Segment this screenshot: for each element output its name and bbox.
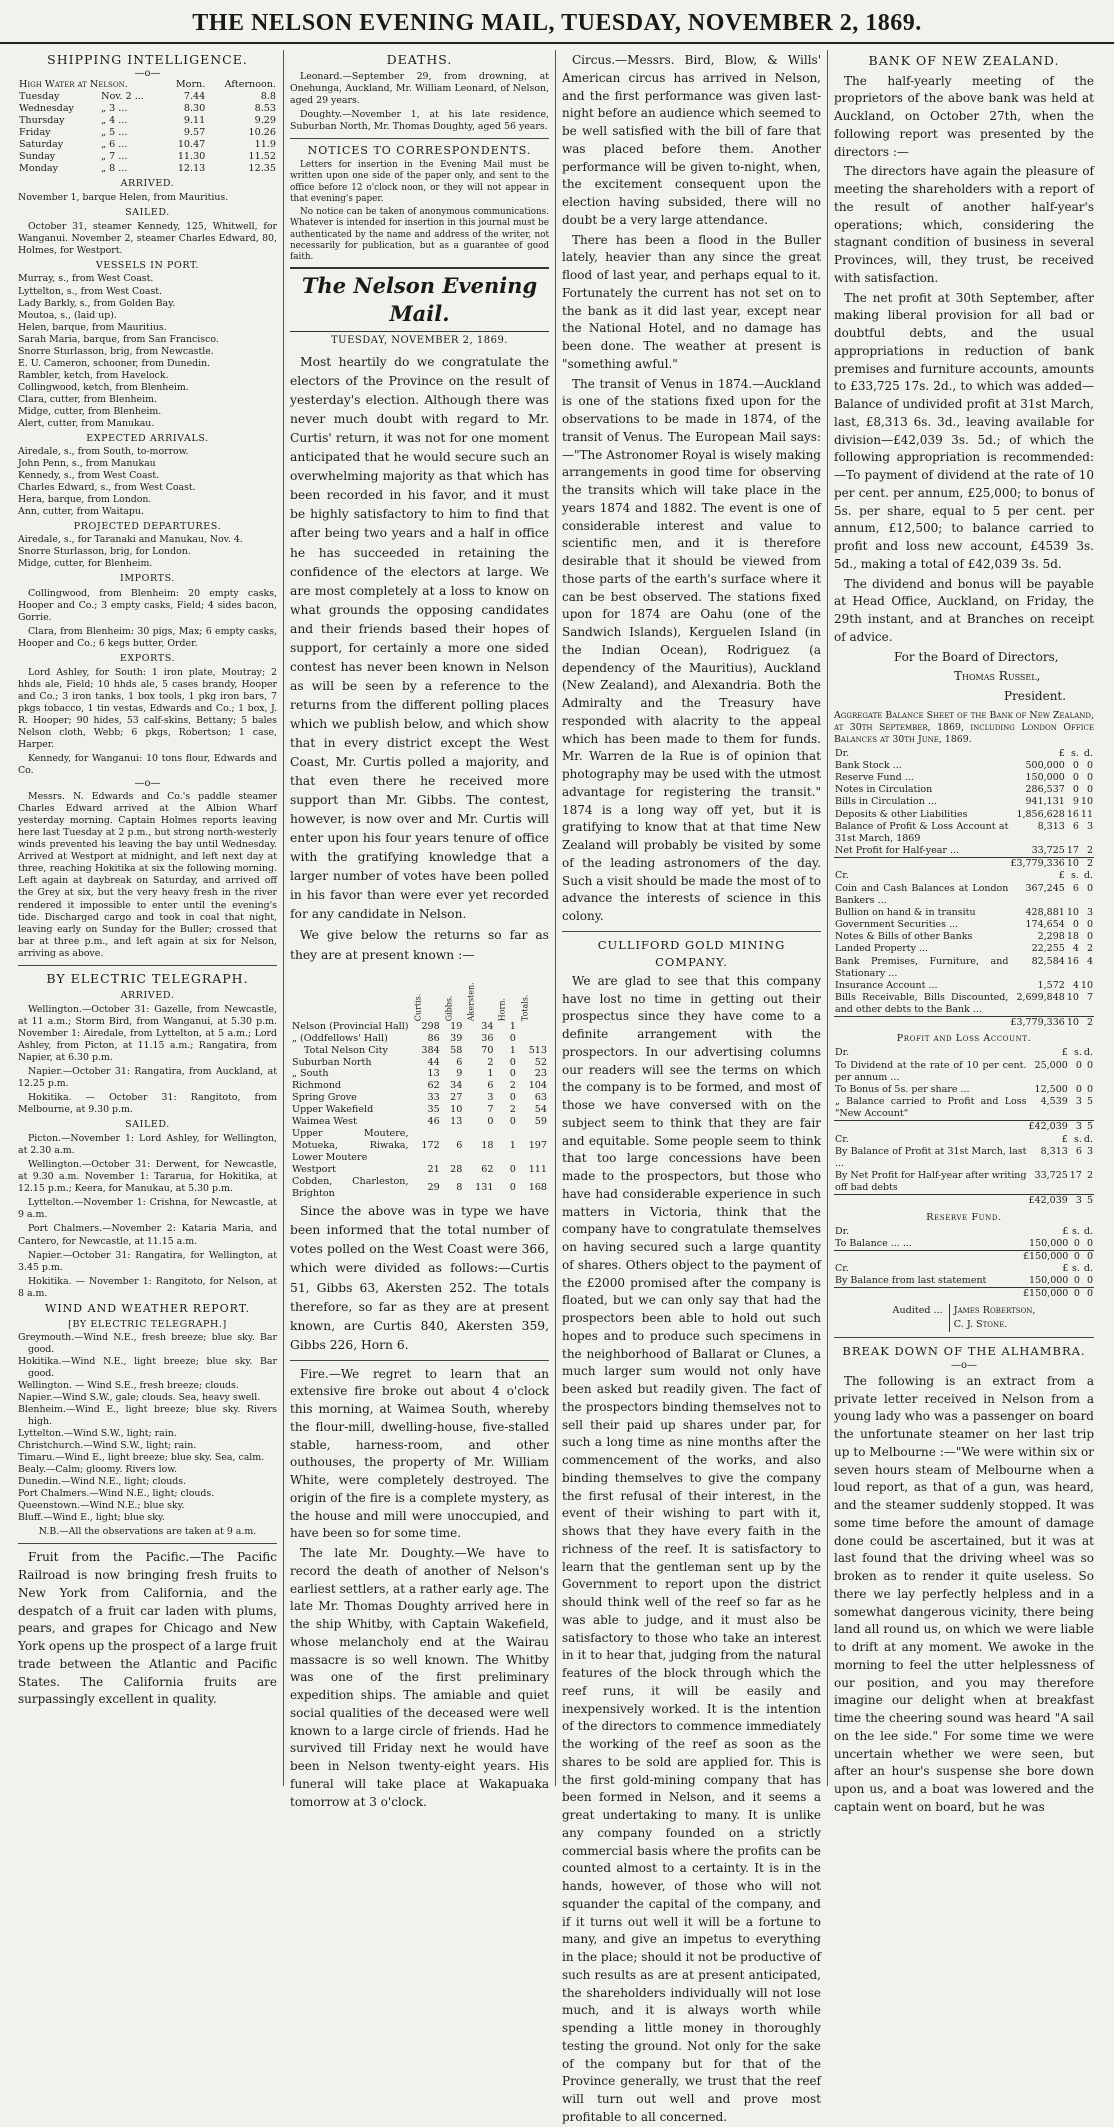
table-row: Suburban North 44 6 2 0 52 bbox=[292, 1056, 547, 1068]
list-item: Clara, from Blenheim: 30 pigs, Max; 6 empty casks, Hooper and Co.; 6 kegs butter, Order. bbox=[18, 625, 277, 649]
table-row: Government Securities ... 174,654 0 0 bbox=[835, 919, 1093, 931]
fruit-article: Fruit from the Pacific.—The Pacific Railroad is now bringing fresh fruits to New York from California, and the despatch of a fruit car laden with plums, pears, and grapes for Chicago and New York opens up the prospect of a large fruit trade between the Atlantic and Pacific States. The California fruits are surpassingly excellent in quality. bbox=[18, 1550, 277, 1707]
sailed-text: October 31, steamer Kennedy, 125, Whitwell, for Wanganui. November 2, steamer Charles Edward, 80, Holmes, for Westport. bbox=[18, 221, 277, 257]
tide-header: High Water at Nelson. bbox=[19, 79, 128, 90]
weather-subheading: [BY ELECTRIC TELEGRAPH.] bbox=[68, 1318, 227, 1330]
column-header: Totals. bbox=[520, 994, 530, 1022]
table-row: To Dividend at the rate of 10 per cent. per annum ... 25,000 0 0 bbox=[835, 1059, 1093, 1083]
list-item: Christchurch.—Wind S.W., light; rain. bbox=[18, 1440, 197, 1452]
telegraph-heading: BY ELECTRIC TELEGRAPH. bbox=[46, 970, 249, 986]
table-row: Total Nelson City 384 58 70 1 513 bbox=[304, 1044, 547, 1056]
list-item: Port Chalmers.—Wind N.E., light; clouds. bbox=[18, 1488, 215, 1500]
table-row: Bills Receivable, Bills Discounted, and other debts to the Bank ... 2,699,848 10 7 bbox=[835, 991, 1093, 1016]
signature-title: President. bbox=[1004, 689, 1067, 703]
arrived-text: November 1, barque Helen, from Mauritius. bbox=[18, 192, 229, 204]
list-item: Napier.—October 31: Rangatira, for Wellington, at 3.45 p.m. bbox=[18, 1249, 277, 1273]
table-row: „ South 13 9 1 0 23 bbox=[292, 1068, 547, 1080]
column-3 bbox=[556, 50, 828, 2124]
reserve-fund-table: Dr. £ s. d. To Balance ... ... 150,000 0 0 £150,000 0 0 Cr. £ s. d. By Balance from last statement 150,000 0 0 £150,000 0 0 bbox=[835, 1225, 1093, 1300]
circus-article: Circus.—Messrs. Bird, Blow, & Wills' American circus has arrived in Nelson, and the first performance was given last-night before an audience which seemed to be well satisfied with the bill of fare that was placed before them. Another performance will be given to-night, when, the excitement consequent upon the election having subsided, there will no doubt be a very large attendance. bbox=[562, 53, 821, 227]
table-row: Tuesday Nov. 2 ... 7.44 8.8 bbox=[19, 90, 276, 102]
column-header: Horn. bbox=[498, 997, 508, 1022]
bank-heading: BANK OF NEW ZEALAND. bbox=[868, 53, 1060, 68]
vessels-heading: VESSELS IN PORT. bbox=[95, 260, 200, 272]
divider bbox=[18, 1543, 277, 1544]
alhambra-article: The following is an extract from a private letter received in Nelson from a young lady who was a passenger on board the unfortunate steamer on her last trip up to Melbourne :—"We were within six or seven hours steam of Melbourne when a loud report, as that of a gun, was heard, and the steamer suddenly stopped. It was some time before the amount of damage done could be ascertained, but it was at last found that the driving wheel was so broken as to render it quite useless. So there we lay perfectly helpless and in a somewhat dangerous vicinity, there being land all round us, on which we were liable to drift at any moment. We awoke in the morning to feel the utter helplessness of our position, and you may therefore imagine our delight when at breakfast time the cheering sound was heard "A sail on the lee side." For some time we were uncertain whether we were seen, but after an hour's suspense she bore down upon us, and a boat was lowered and the captain went on board, but he was bbox=[834, 1373, 1094, 1814]
table-row: Bullion on hand & in transitu 428,881 10 3 bbox=[835, 906, 1093, 918]
table-row: Sunday „ 7 ... 11.30 11.52 bbox=[19, 150, 276, 162]
table-row: Notes in Circulation 286,537 0 0 bbox=[835, 784, 1093, 796]
table-row: Richmond 62 34 6 2 104 bbox=[292, 1080, 547, 1092]
weather-heading: WIND AND WEATHER REPORT. bbox=[45, 1301, 250, 1315]
list-item: Wellington.—October 31: Gazelle, from Newcastle, at 11 a.m.; Storm Bird, from Wanganui, at 5.30 p.m. November 1: Airedale, from Lyttelton, at 5 a.m.; Lord Ashley, from Picton, at 11.15 a.m.; Rangatira, from Napier, at 6.30 p.m. bbox=[18, 1003, 277, 1063]
editorial-text: We give below the returns so far as they are at present known :— bbox=[290, 928, 549, 962]
deaths-heading: DEATHS. bbox=[386, 52, 453, 67]
table-row: Waimea West 46 13 0 0 59 bbox=[292, 1116, 547, 1128]
table-row: Friday „ 5 ... 9.57 10.26 bbox=[19, 126, 276, 138]
list-item: Snorre Sturlasson, brig, from Newcastle. bbox=[18, 345, 214, 357]
table-row: Notes & Bills of other Banks 2,298 18 0 bbox=[835, 931, 1093, 943]
list-item: Timaru.—Wind E., light breeze; blue sky. Sea, calm. bbox=[18, 1452, 265, 1464]
dateline: TUESDAY, NOVEMBER 2, 1869. bbox=[331, 334, 508, 346]
table-row: Reserve Fund ... 150,000 0 0 bbox=[835, 772, 1093, 784]
weather-note: N.B.—All the observations are taken at 9 a.m. bbox=[38, 1526, 257, 1538]
auditors-block bbox=[834, 1304, 1094, 1332]
signature-line: For the Board of Directors, bbox=[894, 649, 1059, 664]
list-item: Lyttelton.—Wind S.W., light; rain. bbox=[18, 1428, 177, 1440]
list-item: Helen, barque, from Mauritius. bbox=[18, 321, 167, 333]
divider bbox=[18, 965, 277, 966]
table-row: Thursday „ 4 ... 9.11 9.29 bbox=[19, 114, 276, 126]
table-row: Nelson (Provincial Hall) 298 19 34 1 bbox=[292, 1020, 516, 1032]
column-header: Curtis. bbox=[413, 993, 423, 1022]
gold-mining-heading: CULLIFORD GOLD MINING COMPANY. bbox=[597, 937, 786, 969]
list-item: Lyttelton.—November 1: Crishna, for Newcastle, at 9 a.m. bbox=[18, 1197, 277, 1221]
sailed-heading: SAILED. bbox=[125, 207, 170, 219]
table-row: Deposits & other Liabilities 1,856,628 16 11 bbox=[835, 808, 1093, 820]
list-item: Moutoa, s., (laid up). bbox=[18, 309, 117, 321]
profit-loss-heading: Profit and Loss Account. bbox=[896, 1033, 1032, 1045]
table-row: Upper Wakefield 35 10 7 2 54 bbox=[292, 1104, 547, 1116]
list-item: Napier.—Wind S.W., gale; clouds. Sea, heavy swell. bbox=[18, 1392, 261, 1404]
list-item: Midge, cutter, for Blenheim. bbox=[18, 558, 153, 570]
auditor-name: C. J. Stone. bbox=[953, 1318, 1008, 1330]
list-item: Murray, s., from West Coast. bbox=[18, 273, 154, 285]
signature-name: Thomas Russel, bbox=[954, 669, 1041, 684]
editorial-text: Since the above was in type we have been informed that the total number of votes polled on the West Coast were 366, which were divided as follows:—Curtis 51, Gibbs 63, Akersten 252. The totals therefore, so far as they are at present known, are Curtis 840, Akersten 359, Gibbs 226, Horn 6. bbox=[290, 1204, 549, 1352]
table-row: £42,039 3 5 bbox=[834, 1121, 1094, 1134]
auditor-name: James Robertson, bbox=[953, 1304, 1036, 1316]
expected-heading: EXPECTED ARRIVALS. bbox=[86, 432, 209, 444]
table-row: By Balance from last statement 150,000 0 0 bbox=[835, 1275, 1093, 1287]
list-item: Wellington. — Wind S.E., fresh breeze; clouds. bbox=[18, 1380, 239, 1392]
alhambra-heading: BREAK DOWN OF THE ALHAMBRA. bbox=[842, 1343, 1086, 1358]
list-item: Rambler, ketch, from Havelock. bbox=[18, 369, 169, 381]
divider bbox=[290, 138, 549, 139]
list-item: Airedale, s., for Taranaki and Manukau, Nov. 4. bbox=[18, 534, 243, 546]
reserve-fund-heading: Reserve Fund. bbox=[926, 1211, 1002, 1223]
table-row: Spring Grove 33 27 3 0 63 bbox=[292, 1092, 547, 1104]
list-item: E. U. Cameron, schooner, from Dunedin. bbox=[18, 357, 211, 369]
table-row: £3,779,336 10 2 bbox=[834, 1017, 1094, 1030]
election-returns-table bbox=[290, 967, 549, 1201]
gold-mining-article: We are glad to see that this company have lost no time in getting out their prospectus since they have come to a definite arrangement with the prospectors. In our advertising columns our readers will see the terms on which the company is to be formed, and most of those we have conversed with on the subject seem to think that they are fair and equitable. Some people seem to think that too large concessions have been made to the prospectors, but those who have had considerable experience in such matters in Victoria, think that the company have to congratulate themselves on having secured such a large quantity of shares. Others object to the payment of the £2000 promised after the company is floated, but we can only say that had the prospectors been able to hold out such hopes and to produce such specimens in the neighborhood of Ballarat or Clunes, a much larger sum would not only have been asked but readily given. The fact of the prospectors binding themselves not to sell their paid up shares under par, for such a long time as nine months after the commencement of the works, and also binding themselves to give the company the first refusal of their interest, in the event of their wishing to part with it, shows that they have every faith in the richness of the reef. It is satisfactory to learn that the gentleman sent up by the Government to report upon the district should think well of the reef so far as he was able to judge, and it must also be satisfactory to those who take an interest in it to hear that, judging from the natural features of the block through which the reef runs, it will be easily and inexpensively worked. It is the intention of the directors to commence immediately the working of the reef as soon as the shares to be sold are applied for. This is the first gold-mining company that has been formed in Nelson, and it seems a great undertaking to many. It is unlike any company founded on a strictly commercial basis where the profits can be counted almost to a certainty. It is in the hands, however, of those who will not squander the capital of the company, and if it turns out well it will be a fortune to many, and give an impetus to everything in the place; should it not be productive of such results as are at present anticipated, the shareholders individually will not lose much, and it is always worth while spending a little money in thoroughly testing the ground. Not only for the sake of the company but for that of the Province generally, we trust that the reef will turn out well and prove most profitable to all concerned. bbox=[562, 973, 821, 2124]
column-header: Akersten. bbox=[467, 982, 477, 1022]
list-item: Hokitika. — October 31: Rangitoto, from Melbourne, at 9.30 p.m. bbox=[18, 1092, 277, 1116]
balance-sheet-table: Dr. £ s. d. Bank Stock ... 500,000 0 0 Reserve Fund ... 150,000 0 0 Notes in Circulation 286,537 0 0 Bills in Circulation ... 941,131 9 10 Deposits & other Liabilities 1,856,628 16 11 Balance of Profit & Loss Account at 31st March, 1869 8,313 6 3 Net Profit for Half-year ... 33,725 17 2 £3,779,336 10 2 Cr. £ s. d. Coin and Cash Balances at London Bankers ... 367,245 6 0 Bullion on hand & in transitu 428,881 10 3 Government Securities ... 174,654 0 0 Notes & Bills of other Banks 2,298 18 0 Landed Property ... 22,255 4 2 Bank Premises, Furniture, and Stationary ... 82,584 16 4 Insurance Account ... 1,572 4 10 Bills Receivable, Bills Discounted, and other debts to the Bank ... 2,699,848 10 7 £3,779,336 10 2 bbox=[835, 747, 1093, 1029]
editorial-text: Most heartily do we congratulate the electors of the Province on the result of yesterday's election. Although there was never much doubt with regard to Mr. Curtis' return, it was not for one moment anticipated that he would secure such an overwhelming majority as that which has been recorded in his favor, and it must be highly satisfactory to him to find that after being two years and a half in office he has succeeded in retaining the confidence of the electors at large. We are most completely at a loss to know on what grounds the opposing candidates and their friends based their hopes of support, for certainly a more one sided contest has never been known in Nelson as will be seen by a reference to the returns from the different polling places which we publish below, and which show that in every district except the West Coast, Mr. Curtis polled a majority, and that even there he received more support than Mr. Gibbs. The contest, however, is now over and Mr. Curtis will enter upon his four years tenure of office with the gratifying knowledge that a larger number of votes have been polled in his favor than were ever yet recorded for any candidate in Nelson. bbox=[290, 355, 549, 922]
table-row: Wednesday „ 3 ... 8.30 8.53 bbox=[19, 102, 276, 114]
list-item: Hera, barque, from London. bbox=[18, 494, 152, 506]
list-item: Wellington.—October 31: Derwent, for Newcastle, at 9.30 a.m. November 1: Tararua, for Hokitika, at 12.15 p.m.; Keera, for Manukau, at 5.30 p.m. bbox=[18, 1159, 277, 1195]
divider bbox=[290, 1360, 549, 1361]
list-item: Midge, cutter, from Blenheim. bbox=[18, 405, 162, 417]
column-4 bbox=[828, 50, 1100, 1814]
steamer-report: Messrs. N. Edwards and Co.'s paddle steamer Charles Edward arrived at the Albion Wharf yesterday morning. Captain Holmes reports leaving here last Tuesday at 2 p.m., but strong north-westerly winds prevented his leaving the bay until Wednesday. Arrived at Westport at midnight, and left next day at three, reaching Hokitika at six the following morning. Left again at daybreak on Saturday, and arrived off the Grey at six, but the very heavy fresh in the river rendered it impossible to enter until the evening's tide. Discharged cargo and took in coal that night, leaving early on Sunday for the Buller; crossed that bar at three p.m., and left again at six for Nelson, arriving as above. bbox=[18, 791, 277, 959]
arrived-heading: ARRIVED. bbox=[120, 177, 175, 189]
table-row: „ (Oddfellows' Hall) 86 39 36 0 bbox=[292, 1032, 516, 1044]
profit-loss-table: Dr. £ s. d. To Dividend at the rate of 10 per cent. per annum ... 25,000 0 0 To Bonus of 5s. per share ... 12,500 0 0 „ Balance carried to Profit and Loss "New Account" 4,539 3 5 £42,039 3 5 Cr. £ s. d. By Balance of Profit at 31st March, last ... 8,313 6 3 By Net Profit for Half-year after writing off bad debts 33,725 17 2 £42,039 3 5 bbox=[835, 1047, 1093, 1207]
table-row: To Bonus of 5s. per share ... 12,500 0 0 bbox=[835, 1083, 1093, 1095]
venus-article: The transit of Venus in 1874.—Auckland is one of the stations fixed upon for the observations to be made in 1874, of the transit of Venus. The European Mail says:—"The Astronomer Royal is wisely making arrangements in good time for observing the transits which will take place in the years 1874 and 1882. The event is one of considerable interest and value to scientific men, and it is therefore desirable that it should be viewed from those parts of the earth's surface where it can be best observed. The stations fixed upon for 1874 are Oahu (one of the Sandwich Islands), Kerguelen Island (in the Indian Ocean), Rodriguez (a dependency of the Mauritius), Auckland (New Zealand), and Alexandria. Both the Admiralty and the Treasury have responded with alacrity to the appeal which has been made to them for funds. Mr. Warren de la Rue is of opinion that photography may be used with the utmost advantage for registering the transit." 1874 is a long way off yet, but it is gratifying to know that at that time New Zealand will probably be visited by some of the leading astronomers of the day. Such a visit should be made the most of to advance the interests of science in this colony. bbox=[562, 376, 821, 923]
table-row: £3,779,336 10 2 bbox=[834, 858, 1094, 871]
flood-article: There has been a flood in the Buller lately, heavier than any since the great flood of last year, and perhaps equal to it. Fortunately the current has not set on to the bank as it did last year, except near the National Hotel, and no damage has been done. The weather at present is "something awful." bbox=[562, 232, 821, 371]
list-item: Collingwood, ketch, from Blenheim. bbox=[18, 381, 189, 393]
list-item: Charles Edward, s., from West Coast. bbox=[18, 482, 196, 494]
column-header: Gibbs. bbox=[444, 995, 454, 1022]
list-item: Dunedin.—Wind N.E., light; clouds. bbox=[18, 1476, 187, 1488]
death-notice: Doughty.—November 1, at his late residence, Suburban North, Mr. Thomas Doughty, aged 56 years. bbox=[290, 108, 549, 132]
column-1 bbox=[12, 50, 284, 1786]
death-notice: Leonard.—September 29, from drowning, at Onehunga, Auckland, Mr. William Leonard, of Nelson, aged 29 years. bbox=[290, 70, 549, 106]
list-item: Bluff.—Wind E., light; blue sky. bbox=[18, 1512, 165, 1524]
list-item: Hokitika. — November 1: Rangitoto, for Nelson, at 8 a.m. bbox=[18, 1275, 277, 1299]
list-item: Collingwood, from Blenheim: 20 empty casks, Hooper and Co.; 3 empty casks, Field; 4 sides bacon, Gorrie. bbox=[18, 587, 277, 623]
table-row: To Balance ... ... 150,000 0 0 bbox=[835, 1237, 1093, 1249]
table-row: By Balance of Profit at 31st March, last ... 8,313 6 3 bbox=[835, 1145, 1093, 1169]
list-item: Blenheim.—Wind E., light breeze; blue sky. Rivers high. bbox=[18, 1404, 277, 1428]
notice-text: Letters for insertion in the Evening Mail must be written upon one side of the paper only, and sent to the office before 12 o'clock noon, or they will not appear in that evening's paper. bbox=[290, 160, 549, 204]
fire-article: Fire.—We regret to learn that an extensive fire broke out about 4 o'clock this morning, at Waimea South, whereby the flour-mill, dwelling-house, five-stalled stable, harness-room, and other outhouses, the property of Mr. William White, were completely destroyed. The origin of the fire is a complete mystery, as the house and mill were unoccupied, and have been so for some time. bbox=[290, 1366, 549, 1541]
list-item: Kennedy, for Wanganui: 10 tons flour, Edwards and Co. bbox=[18, 753, 277, 777]
ornament: —o— bbox=[134, 68, 161, 79]
list-item: Clara, cutter, from Blenheim. bbox=[18, 393, 157, 405]
ornament: —o— bbox=[134, 778, 161, 790]
list-item: John Penn, s., from Manukau bbox=[18, 458, 156, 470]
list-item: Airedale, s., from South, to-morrow. bbox=[18, 446, 189, 458]
table-row: Monday „ 8 ... 12.13 12.35 bbox=[19, 162, 276, 174]
divider bbox=[834, 1337, 1094, 1338]
table-row: Bills in Circulation ... 941,131 9 10 bbox=[835, 796, 1093, 808]
ornament: —o— bbox=[950, 1359, 978, 1371]
newspaper-name: The Nelson Evening Mail. bbox=[290, 267, 549, 331]
table-row: Saturday „ 6 ... 10.47 11.9 bbox=[19, 138, 276, 150]
bank-text: The dividend and bonus will be payable at Head Office, Auckland, on Friday, the 29th instant, and at Branches on receipt of advice. bbox=[834, 576, 1094, 644]
masthead: THE NELSON EVENING MAIL, TUESDAY, NOVEMBER 2, 1869. bbox=[0, 0, 1114, 44]
list-item: Bealy.—Calm; gloomy. Rivers low. bbox=[18, 1464, 178, 1476]
telegraph-sailed-heading: SAILED. bbox=[125, 1119, 170, 1131]
imports-heading: IMPORTS. bbox=[120, 573, 175, 585]
list-item: Napier.—October 31: Rangatira, from Auckland, at 12.25 p.m. bbox=[18, 1065, 277, 1089]
table-row: „ Balance carried to Profit and Loss "New Account" 4,539 3 5 bbox=[835, 1096, 1093, 1120]
list-item: Snorre Sturlasson, brig, for London. bbox=[18, 546, 191, 558]
table-row: By Net Profit for Half-year after writing off bad debts 33,725 17 2 bbox=[835, 1170, 1093, 1194]
list-item: Lord Ashley, for South: 1 iron plate, Moutray; 2 hhds ale, Field; 10 hhds ale, 5 cases brandy, Hooper and Co.; 3 iron tanks, 1 box tools, 1 pkg iron bars, 7 pkgs tobacco, 1 tin vestas, Edwards and Co.; 1 box, J. R. Hooper; 90 hides, 53 calf-skins, Bettany; 5 bales Nelson cloth, Webb; 6 pkgs, Robertson; 1 case, Harper. bbox=[18, 666, 277, 751]
table-row: Balance of Profit & Loss Account at 31st March, 1869 8,313 6 3 bbox=[835, 820, 1093, 844]
notices-heading: NOTICES TO CORRESPONDENTS. bbox=[307, 143, 532, 157]
list-item: Kennedy, s., from West Coast. bbox=[18, 470, 160, 482]
table-row: £42,039 3 5 bbox=[834, 1195, 1094, 1208]
projected-heading: PROJECTED DEPARTURES. bbox=[73, 521, 222, 533]
notice-text: No notice can be taken of anonymous communications. Whatever is intended for insertion in this journal must be authenticated by the name and address of the writer, not necessarily for publication, but as a guarantee of good faith. bbox=[290, 207, 549, 263]
vessels-list bbox=[18, 273, 277, 429]
list-item: Ann, cutter, from Waitapu. bbox=[18, 506, 144, 518]
shipping-heading: SHIPPING INTELLIGENCE. bbox=[47, 52, 248, 67]
list-item: Sarah Maria, barque, from San Francisco. bbox=[18, 333, 219, 345]
table-row: £150,000 0 0 bbox=[834, 1288, 1094, 1301]
column-2 bbox=[284, 50, 556, 1809]
list-item: Hokitika.—Wind N.E., light breeze; blue sky. Bar good. bbox=[18, 1355, 277, 1379]
table-row: Insurance Account ... 1,572 4 10 bbox=[835, 979, 1093, 991]
bank-text: The half-yearly meeting of the proprietors of the above bank was held at Auckland, on October 27th, when the following report was presented by the directors :— bbox=[834, 73, 1094, 159]
balance-sheet-title: Aggregate Balance Sheet of the Bank of New Zealand, at 30th September, 1869, including London Office Balances at 30th June, 1869. bbox=[834, 709, 1094, 745]
table-row: Westport 21 28 62 0 111 bbox=[292, 1164, 547, 1176]
table-row: £150,000 0 0 bbox=[834, 1250, 1094, 1263]
tide-table bbox=[18, 79, 277, 175]
doughty-article: The late Mr. Doughty.—We have to record the death of another of Nelson's earliest settlers, at a rather early age. The late Mr. Thomas Doughty arrived here in the ship Whitby, with Captain Wakefield, whose melancholy end at the Wairau massacre is so well known. The Whitby was one of the first preliminary expedition ships. The amiable and quiet social qualities of the deceased were well known to a large circle of friends. Had he survived till Friday next he would have been in Nelson twenty-eight years. His funeral will take place at Wakapuaka tomorrow at 3 o'clock. bbox=[290, 1546, 549, 1809]
list-item: Greymouth.—Wind N.E., fresh breeze; blue sky. Bar good. bbox=[18, 1331, 277, 1355]
tide-morn: Morn. bbox=[175, 79, 206, 90]
table-row: Bank Premises, Furniture, and Stationary ... 82,584 16 4 bbox=[835, 955, 1093, 979]
exports-heading: EXPORTS. bbox=[119, 652, 176, 664]
table-row: Cobden, Charleston, Brighton 29 8 131 0 168 bbox=[292, 1176, 547, 1200]
table-row: Bank Stock ... 500,000 0 0 bbox=[835, 760, 1093, 771]
table-row: Net Profit for Half-year ... 33,725 17 2 bbox=[835, 845, 1093, 857]
bank-text: The net profit at 30th September, after making liberal provision for all bad or doubtful debts, and the usual appropriations in reduction of bank premises and furniture accounts, amounts to £33,725 17s. 2d., to which was added—Balance of undivided profit at 31st March, last, £8,313 6s. 3d., leaving available for division—£42,039 3s. 5d.; of which the following appropriation is recommended:—To payment of dividend at the rate of 10 per cent. per annum, £25,000; to bonus of 5s. per share, equal to 5 per cent. per annum, £12,500; to balance carried to profit and loss new account, £4539 3s. 5d., making a total of £42,039 3s. 5d. bbox=[834, 290, 1094, 571]
list-item: Queenstown.—Wind N.E.; blue sky. bbox=[18, 1500, 185, 1512]
list-item: Alert, cutter, from Manukau. bbox=[18, 417, 155, 429]
audited-label: Audited ... bbox=[892, 1304, 943, 1316]
table-row: Upper Moutere, Motueka, Riwaka, Lower Moutere 172 6 18 1 197 bbox=[292, 1128, 547, 1164]
list-item: Lady Barkly, s., from Golden Bay. bbox=[18, 297, 176, 309]
table-row: Coin and Cash Balances at London Bankers ... 367,245 6 0 bbox=[835, 882, 1093, 906]
list-item: Lyttelton, s., from West Coast. bbox=[18, 285, 163, 297]
list-item: Picton.—November 1: Lord Ashley, for Wellington, at 2.30 a.m. bbox=[18, 1133, 277, 1157]
table-row: Landed Property ... 22,255 4 2 bbox=[835, 943, 1093, 955]
list-item: Port Chalmers.—November 2: Kataria Maria, and Cantero, for Newcastle, at 11.15 a.m. bbox=[18, 1223, 277, 1247]
divider bbox=[562, 931, 821, 932]
bank-text: The directors have again the pleasure of meeting the shareholders with a report of the result of another half-year's operations; which, considering the stagnant condition of business in several Provinces, will, they trust, be received with satisfaction. bbox=[834, 164, 1094, 285]
telegraph-arrived-heading: ARRIVED. bbox=[120, 989, 175, 1001]
tide-afternoon: Afternoon. bbox=[224, 79, 276, 90]
